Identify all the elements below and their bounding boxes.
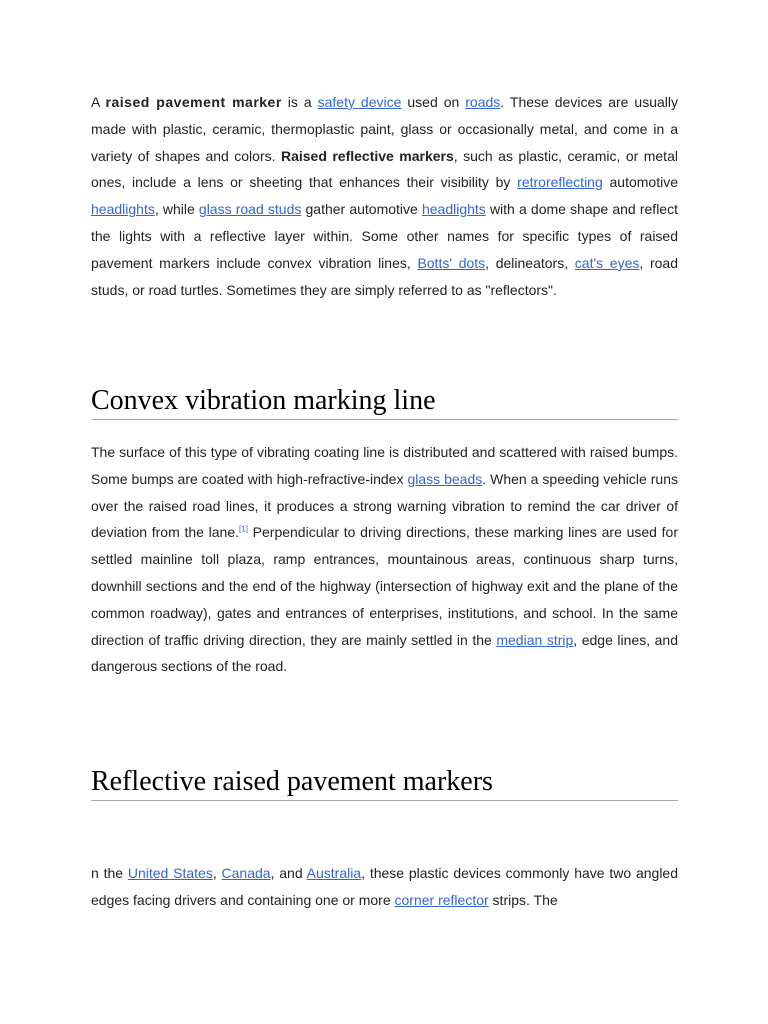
citation-ref[interactable] (239, 525, 248, 534)
bold-term: Raised reflective markers (280, 147, 454, 164)
link-median-strip[interactable]: median strip (496, 631, 574, 648)
text-span: , such as plastic, ceramic, or metal ones, include a lens or sheeting that enhances their visibility by (91, 147, 678, 191)
link-botts-dots[interactable]: Botts' dots (417, 254, 486, 271)
text-span: is a (281, 94, 318, 110)
link-glass-beads[interactable]: glass beads (407, 470, 483, 487)
bold-term: raised pavement marker (105, 94, 282, 110)
text-span: automotive (602, 174, 678, 191)
text-span: The surface of this type of vibrating coating line is distributed and scattered with raised bumps. Some bumps are coated with high-refractive-index (91, 444, 678, 487)
section-heading-convex: Convex vibration marking line (91, 384, 678, 420)
text-span: , edge lines, and dangerous sections of the road. (91, 631, 678, 675)
text-span: , delineators, (485, 254, 575, 271)
text-span: n the (91, 865, 128, 881)
link-headlights-2[interactable]: headlights (421, 201, 486, 218)
text-span: Perpendicular to driving directions, these marking lines are used for settled mainline toll plaza, ramp entrances, mountainous areas, continuous sharp turns, downhill sections and the end of the highway (intersection of highway exit and the plane of the common roadway), gates and entrances of enterprises, institutions, and school. In the same direction of traffic driving direction, they are mainly settled in the (91, 524, 679, 648)
link-headlights[interactable]: headlights (91, 201, 155, 218)
text-span: used on (401, 94, 466, 110)
reflective-paragraph (91, 860, 678, 914)
text-span: . When a speeding vehicle runs over the raised road lines, it produces a strong warning vibration to remind the car driver of deviation from the lane. (91, 470, 679, 541)
convex-paragraph (91, 439, 678, 680)
text-span: , while (154, 201, 199, 218)
link-retroreflecting[interactable]: retroreflecting (517, 174, 603, 191)
text-span: A (91, 94, 106, 110)
text-span: , and (270, 865, 307, 881)
text-span: , (212, 865, 222, 881)
text-span: . These devices are usually made with plastic, ceramic, thermoplastic paint, glass or occasionally metal, and come in a variety of shapes and colors. (91, 94, 678, 164)
text-span: with a dome shape and reflect the lights with a reflective layer within. Some other names for specific types of raised pavement markers include convex vibration lines, (91, 201, 678, 271)
text-span: gather automotive (301, 201, 422, 218)
text-span: , road studs, or road turtles. Sometimes they are simply referred to as "reflectors". (91, 254, 678, 298)
text-span: strips. The (488, 891, 558, 908)
text-span: , these plastic devices commonly have two angled edges facing drivers and containing one or more (91, 865, 678, 908)
link-united-states[interactable]: United States (127, 865, 213, 881)
link-canada[interactable]: Canada (221, 865, 271, 881)
link-roads[interactable]: roads (465, 94, 501, 110)
link-australia[interactable]: Australia (306, 865, 362, 881)
intro-paragraph (91, 89, 678, 303)
link-corner-reflector[interactable]: corner reflector (394, 891, 489, 908)
link-cats-eyes[interactable]: cat's eyes (574, 254, 640, 271)
citation-link[interactable]: [1] (239, 524, 248, 534)
link-safety-device[interactable]: safety device (317, 94, 402, 110)
link-glass-road-studs[interactable]: glass road studs (198, 201, 302, 218)
section-heading-reflective: Reflective raised pavement markers (91, 765, 678, 801)
